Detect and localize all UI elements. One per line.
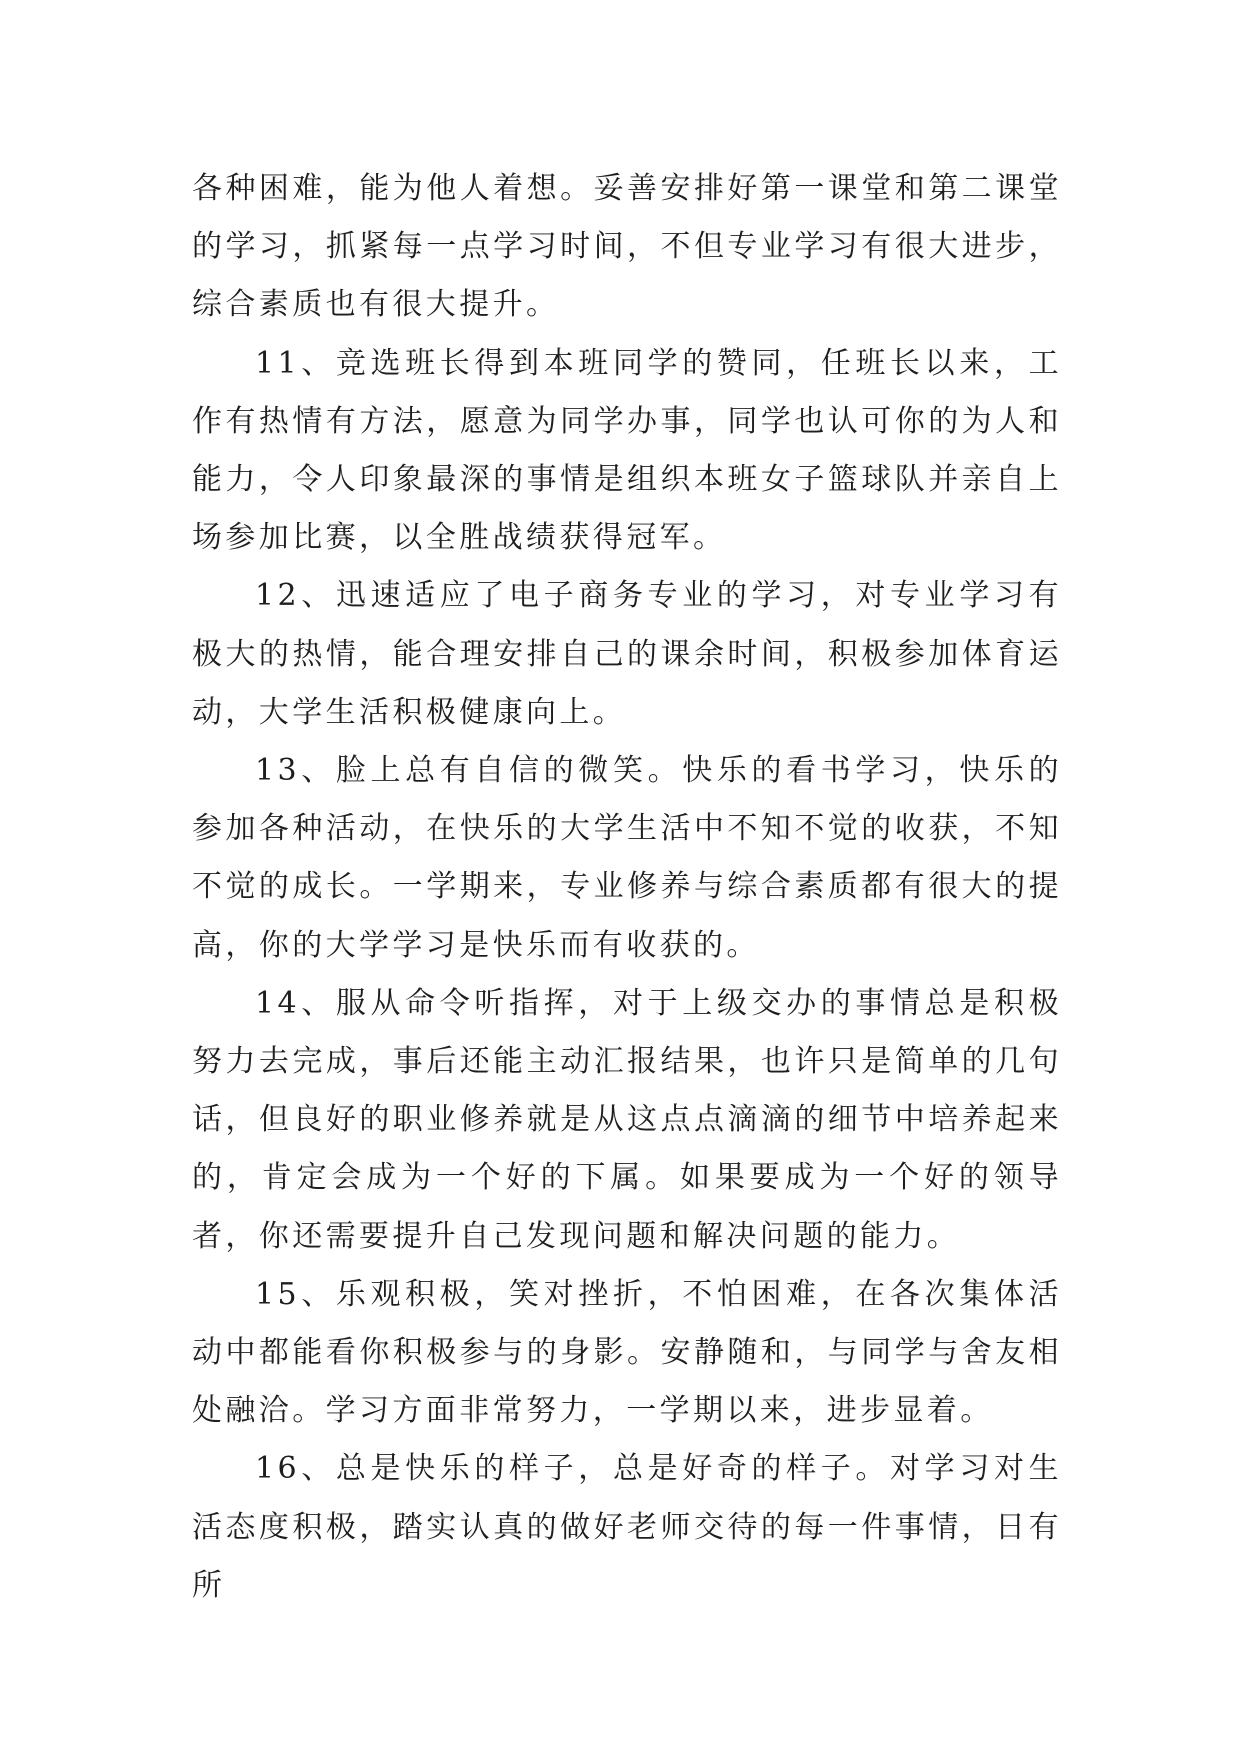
document-body — [192, 160, 1062, 1615]
paragraph-13: 13、脸上总有自信的微笑。快乐的看书学习，快乐的参加各种活动，在快乐的大学生活中不知不觉的收获，不知不觉的成长。一学期来，专业修养与综合素质都有很大的提高，你的大学学习是快乐而有收获的。 — [192, 753, 1062, 963]
paragraph-14: 14、服从命令听指挥，对于上级交办的事情总是积极努力去完成，事后还能主动汇报结果，也许只是简单的几句话，但良好的职业修养就是从这点点滴滴的细节中培养起来的，肯定会成为一个好的下属。如果要成为一个好的领导者，你还需要提升自己发现问题和解决问题的能力。 — [192, 985, 1062, 1254]
paragraph-11: 11、竞选班长得到本班同学的赞同，任班长以来，工作有热情有方法，愿意为同学办事，同学也认可你的为人和能力，令人印象最深的事情是组织本班女子篮球队并亲自上场参加比赛，以全胜战绩获得冠军。 — [192, 345, 1062, 556]
paragraph-12: 12、迅速适应了电子商务专业的学习，对专业学习有极大的热情，能合理安排自己的课余时间，积极参加体育运动，大学生活积极健康向上。 — [192, 578, 1062, 730]
paragraph-15: 15、乐观积极，笑对挫折，不怕困难，在各次集体活动中都能看你积极参与的身影。安静随和，与同学与舍友相处融洽。学习方面非常努力，一学期以来，进步显着。 — [192, 1276, 1062, 1429]
paragraph-continued: 各种困难，能为他人着想。妥善安排好第一课堂和第二课堂的学习，抓紧每一点学习时间，不但专业学习有很大进步，综合素质也有很大提升。 — [192, 171, 1062, 323]
paragraph-16: 16、总是快乐的样子，总是好奇的样子。对学习对生活态度积极，踏实认真的做好老师交待的每一件事情，日有所 — [192, 1451, 1062, 1603]
